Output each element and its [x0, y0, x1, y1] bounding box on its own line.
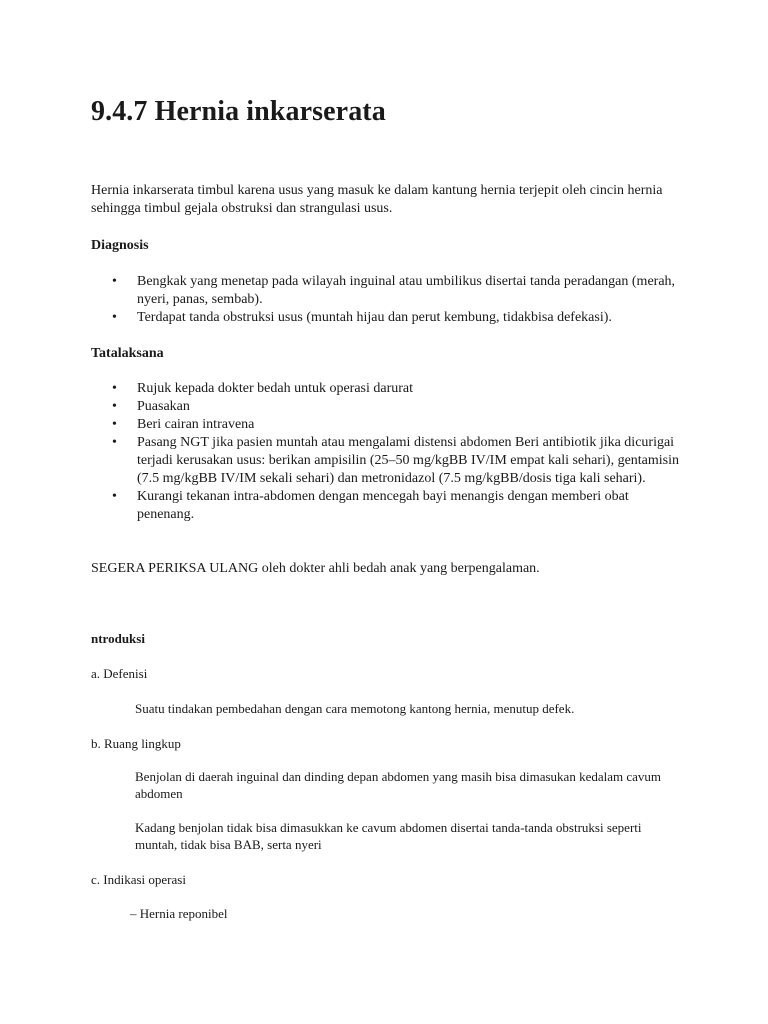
- referral-note: SEGERA PERIKSA ULANG oleh dokter ahli bedah anak yang berpengalaman.: [91, 561, 540, 576]
- scope-label: b. Ruang lingkup: [91, 736, 181, 751]
- indication-item: – Hernia reponibel: [130, 906, 228, 921]
- introduksi-heading: ntroduksi: [91, 631, 145, 646]
- tatalaksana-list: [91, 380, 681, 524]
- intro-paragraph: Hernia inkarserata timbul karena usus yang masuk ke dalam kantung hernia terjepit oleh cincin hernia sehingga timbul gejala obstruksi dan strangulasi usus.: [91, 183, 663, 216]
- tatalaksana-heading: Tatalaksana: [91, 346, 164, 361]
- page-title: 9.4.7 Hernia inkarserata: [91, 96, 386, 127]
- list-item: • Beri cairan intravena: [91, 416, 681, 434]
- list-item: • Rujuk kepada dokter bedah untuk operasi darurat: [91, 380, 681, 398]
- list-item: • Pasang NGT jika pasien muntah atau mengalami distensi abdomen Beri antibiotik jika dicurigai terjadi kerusakan usus: berikan ampisilin (25–50 mg/kgBB IV/IM empat kali sehari), gentamisin (7.5 mg/kgBB IV/IM sekali sehari) dan metronidazol (7.5 mg/kgBB/dosis tiga kali sehari).: [91, 434, 681, 488]
- list-item: • Bengkak yang menetap pada wilayah inguinal atau umbilikus disertai tanda peradangan (merah, nyeri, panas, sembab).: [91, 273, 681, 309]
- list-item: • Kurangi tekanan intra-abdomen dengan mencegah bayi menangis dengan memberi obat penenang.: [91, 488, 681, 524]
- diagnosis-heading: Diagnosis: [91, 238, 149, 253]
- definition-text: Suatu tindakan pembedahan dengan cara memotong kantong hernia, menutup defek.: [135, 701, 575, 716]
- definition-label: a. Defenisi: [91, 666, 148, 681]
- list-item: • Terdapat tanda obstruksi usus (muntah hijau dan perut kembung, tidakbisa defekasi).: [91, 309, 681, 327]
- diagnosis-list: [91, 273, 681, 327]
- scope-text-1: Benjolan di daerah inguinal dan dinding depan abdomen yang masih bisa dimasukan kedalam cavum abdomen: [135, 769, 661, 801]
- scope-text-2: Kadang benjolan tidak bisa dimasukkan ke cavum abdomen disertai tanda-tanda obstruksi seperti muntah, tidak bisa BAB, serta nyeri: [135, 820, 642, 852]
- list-item: • Puasakan: [91, 398, 681, 416]
- indication-label: c. Indikasi operasi: [91, 872, 186, 887]
